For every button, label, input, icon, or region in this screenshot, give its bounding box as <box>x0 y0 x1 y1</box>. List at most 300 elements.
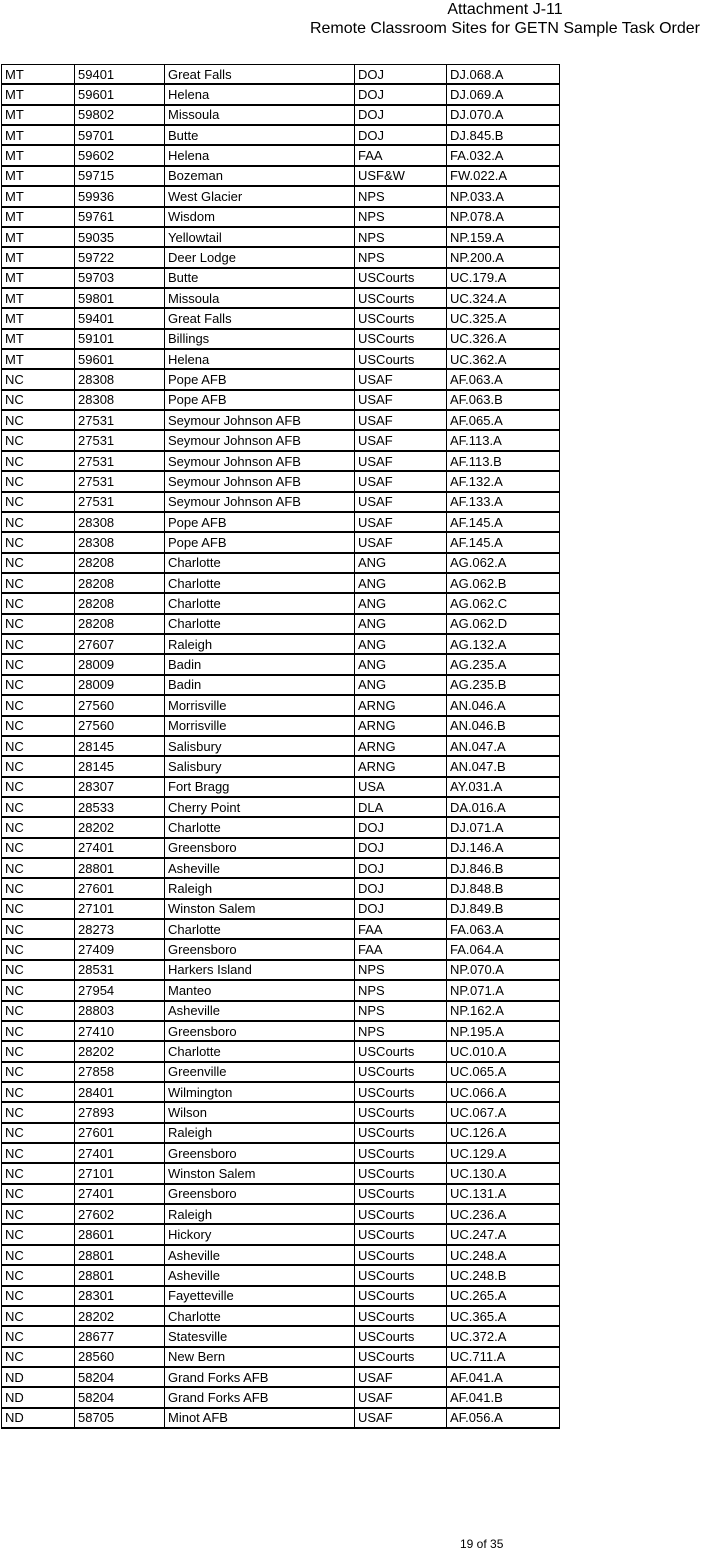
site-id-cell: AF.113.A <box>447 430 560 450</box>
site-id-cell: UC.362.A <box>447 349 560 369</box>
city-cell: Butte <box>165 268 355 288</box>
zip-cell: 27531 <box>75 492 165 512</box>
city-cell: Fayetteville <box>165 1286 355 1306</box>
site-id-cell: UC.066.A <box>447 1082 560 1102</box>
city-cell: Great Falls <box>165 65 355 85</box>
zip-cell: 28202 <box>75 1041 165 1061</box>
city-cell: Charlotte <box>165 1041 355 1061</box>
site-id-cell: AN.047.A <box>447 736 560 756</box>
table-row <box>2 1102 560 1122</box>
zip-cell: 28531 <box>75 960 165 980</box>
state-cell: NC <box>2 654 75 674</box>
city-cell: Grand Forks AFB <box>165 1367 355 1387</box>
table-row <box>2 1326 560 1346</box>
state-cell: NC <box>2 919 75 939</box>
site-id-cell: AF.145.A <box>447 512 560 532</box>
site-id-cell: DJ.845.B <box>447 125 560 145</box>
site-id-cell: AF.063.A <box>447 369 560 389</box>
table-row <box>2 654 560 674</box>
table-row <box>2 430 560 450</box>
city-cell: Greensboro <box>165 1184 355 1204</box>
state-cell: NC <box>2 1041 75 1061</box>
agency-cell: USCourts <box>355 329 447 349</box>
agency-cell: ANG <box>355 634 447 654</box>
sites-table-body <box>2 65 560 1429</box>
agency-cell: DOJ <box>355 105 447 125</box>
site-id-cell: AF.133.A <box>447 492 560 512</box>
table-row <box>2 512 560 532</box>
zip-cell: 58705 <box>75 1408 165 1428</box>
agency-cell: ARNG <box>355 756 447 776</box>
city-cell: Morrisville <box>165 695 355 715</box>
state-cell: NC <box>2 512 75 532</box>
zip-cell: 59602 <box>75 145 165 165</box>
table-row <box>2 369 560 389</box>
site-id-cell: DJ.071.A <box>447 817 560 837</box>
zip-cell: 28301 <box>75 1286 165 1306</box>
state-cell: NC <box>2 532 75 552</box>
city-cell: Raleigh <box>165 1204 355 1224</box>
state-cell: NC <box>2 471 75 491</box>
table-row <box>2 777 560 797</box>
sites-table <box>1 64 560 1429</box>
city-cell: Salisbury <box>165 756 355 776</box>
city-cell: Morrisville <box>165 716 355 736</box>
table-row <box>2 899 560 919</box>
site-id-cell: DJ.069.A <box>447 84 560 104</box>
site-id-cell: NP.033.A <box>447 186 560 206</box>
zip-cell: 59802 <box>75 105 165 125</box>
agency-cell: USAF <box>355 471 447 491</box>
table-row <box>2 634 560 654</box>
zip-cell: 27607 <box>75 634 165 654</box>
table-row <box>2 817 560 837</box>
state-cell: NC <box>2 736 75 756</box>
table-row <box>2 451 560 471</box>
city-cell: Asheville <box>165 1265 355 1285</box>
agency-cell: DOJ <box>355 838 447 858</box>
agency-cell: USCourts <box>355 268 447 288</box>
site-id-cell: UC.248.B <box>447 1265 560 1285</box>
city-cell: Missoula <box>165 105 355 125</box>
city-cell: Pope AFB <box>165 390 355 410</box>
state-cell: NC <box>2 675 75 695</box>
zip-cell: 28560 <box>75 1347 165 1367</box>
table-row <box>2 1347 560 1367</box>
agency-cell: USCourts <box>355 349 447 369</box>
state-cell: MT <box>2 247 75 267</box>
agency-cell: USCourts <box>355 1224 447 1244</box>
zip-cell: 28801 <box>75 1245 165 1265</box>
site-id-cell: DA.016.A <box>447 797 560 817</box>
zip-cell: 27601 <box>75 878 165 898</box>
table-row <box>2 919 560 939</box>
zip-cell: 28308 <box>75 532 165 552</box>
table-row <box>2 797 560 817</box>
zip-cell: 28308 <box>75 512 165 532</box>
site-id-cell: AY.031.A <box>447 777 560 797</box>
state-cell: NC <box>2 410 75 430</box>
state-cell: MT <box>2 166 75 186</box>
city-cell: Charlotte <box>165 553 355 573</box>
zip-cell: 27531 <box>75 410 165 430</box>
table-row <box>2 471 560 491</box>
table-row <box>2 65 560 85</box>
agency-cell: USAF <box>355 1408 447 1428</box>
agency-cell: FAA <box>355 145 447 165</box>
city-cell: Wisdom <box>165 207 355 227</box>
table-row <box>2 858 560 878</box>
state-cell: NC <box>2 716 75 736</box>
city-cell: Charlotte <box>165 919 355 939</box>
state-cell: MT <box>2 288 75 308</box>
table-row <box>2 105 560 125</box>
site-id-cell: AG.062.B <box>447 573 560 593</box>
agency-cell: ANG <box>355 553 447 573</box>
city-cell: Charlotte <box>165 817 355 837</box>
agency-cell: DOJ <box>355 858 447 878</box>
table-row <box>2 716 560 736</box>
city-cell: Hickory <box>165 1224 355 1244</box>
agency-cell: USCourts <box>355 308 447 328</box>
state-cell: NC <box>2 593 75 613</box>
site-id-cell: AG.062.D <box>447 614 560 634</box>
state-cell: MT <box>2 84 75 104</box>
zip-cell: 27560 <box>75 716 165 736</box>
site-id-cell: UC.248.A <box>447 1245 560 1265</box>
site-id-cell: AF.041.A <box>447 1367 560 1387</box>
city-cell: Asheville <box>165 1245 355 1265</box>
zip-cell: 59035 <box>75 227 165 247</box>
agency-cell: USCourts <box>355 288 447 308</box>
agency-cell: USA <box>355 777 447 797</box>
agency-cell: USAF <box>355 390 447 410</box>
agency-cell: USCourts <box>355 1082 447 1102</box>
zip-cell: 28202 <box>75 1306 165 1326</box>
table-row <box>2 84 560 104</box>
city-cell: Asheville <box>165 858 355 878</box>
agency-cell: USCourts <box>355 1286 447 1306</box>
zip-cell: 59703 <box>75 268 165 288</box>
table-row <box>2 1387 560 1407</box>
zip-cell: 27893 <box>75 1102 165 1122</box>
state-cell: MT <box>2 308 75 328</box>
city-cell: Helena <box>165 349 355 369</box>
zip-cell: 27101 <box>75 1163 165 1183</box>
site-id-cell: DJ.146.A <box>447 838 560 858</box>
state-cell: MT <box>2 186 75 206</box>
state-cell: NC <box>2 838 75 858</box>
city-cell: Raleigh <box>165 878 355 898</box>
state-cell: NC <box>2 1163 75 1183</box>
site-id-cell: DJ.068.A <box>447 65 560 85</box>
zip-cell: 28202 <box>75 817 165 837</box>
state-cell: NC <box>2 878 75 898</box>
site-id-cell: AF.056.A <box>447 1408 560 1428</box>
agency-cell: NPS <box>355 1021 447 1041</box>
site-id-cell: UC.365.A <box>447 1306 560 1326</box>
page-number: 19 of 35 <box>460 1537 504 1551</box>
site-id-cell: FA.063.A <box>447 919 560 939</box>
document-subtitle: Remote Classroom Sites for GETN Sample Task Order <box>309 20 700 37</box>
city-cell: Greensboro <box>165 838 355 858</box>
city-cell: Manteo <box>165 980 355 1000</box>
table-row <box>2 1306 560 1326</box>
agency-cell: USCourts <box>355 1204 447 1224</box>
city-cell: Greenville <box>165 1062 355 1082</box>
agency-cell: NPS <box>355 1001 447 1021</box>
table-row <box>2 1204 560 1224</box>
city-cell: Wilson <box>165 1102 355 1122</box>
table-row <box>2 1286 560 1306</box>
state-cell: ND <box>2 1408 75 1428</box>
zip-cell: 27101 <box>75 899 165 919</box>
state-cell: NC <box>2 1265 75 1285</box>
zip-cell: 27954 <box>75 980 165 1000</box>
city-cell: Seymour Johnson AFB <box>165 410 355 430</box>
city-cell: Yellowtail <box>165 227 355 247</box>
zip-cell: 59601 <box>75 84 165 104</box>
zip-cell: 27531 <box>75 451 165 471</box>
table-row <box>2 1143 560 1163</box>
table-row <box>2 349 560 369</box>
state-cell: MT <box>2 227 75 247</box>
state-cell: NC <box>2 1001 75 1021</box>
agency-cell: USCourts <box>355 1062 447 1082</box>
zip-cell: 27410 <box>75 1021 165 1041</box>
agency-cell: USCourts <box>355 1184 447 1204</box>
city-cell: Wilmington <box>165 1082 355 1102</box>
zip-cell: 27401 <box>75 838 165 858</box>
agency-cell: USAF <box>355 430 447 450</box>
site-id-cell: AN.046.A <box>447 695 560 715</box>
agency-cell: USAF <box>355 369 447 389</box>
table-row <box>2 980 560 1000</box>
agency-cell: USAF <box>355 532 447 552</box>
table-row <box>2 186 560 206</box>
state-cell: NC <box>2 1306 75 1326</box>
site-id-cell: UC.324.A <box>447 288 560 308</box>
site-id-cell: UC.065.A <box>447 1062 560 1082</box>
agency-cell: ANG <box>355 654 447 674</box>
site-id-cell: AF.132.A <box>447 471 560 491</box>
city-cell: Seymour Johnson AFB <box>165 471 355 491</box>
state-cell: NC <box>2 1062 75 1082</box>
city-cell: Raleigh <box>165 634 355 654</box>
table-row <box>2 166 560 186</box>
agency-cell: ARNG <box>355 736 447 756</box>
zip-cell: 27531 <box>75 471 165 491</box>
table-row <box>2 553 560 573</box>
site-id-cell: NP.162.A <box>447 1001 560 1021</box>
city-cell: Harkers Island <box>165 960 355 980</box>
site-id-cell: UC.325.A <box>447 308 560 328</box>
state-cell: NC <box>2 756 75 776</box>
agency-cell: USCourts <box>355 1326 447 1346</box>
city-cell: Helena <box>165 84 355 104</box>
state-cell: NC <box>2 1184 75 1204</box>
state-cell: NC <box>2 858 75 878</box>
state-cell: NC <box>2 817 75 837</box>
site-id-cell: DJ.846.B <box>447 858 560 878</box>
agency-cell: ARNG <box>355 716 447 736</box>
city-cell: Helena <box>165 145 355 165</box>
zip-cell: 28273 <box>75 919 165 939</box>
agency-cell: ANG <box>355 593 447 613</box>
agency-cell: DLA <box>355 797 447 817</box>
zip-cell: 59101 <box>75 329 165 349</box>
city-cell: Great Falls <box>165 308 355 328</box>
site-id-cell: UC.265.A <box>447 1286 560 1306</box>
table-row <box>2 593 560 613</box>
zip-cell: 58204 <box>75 1367 165 1387</box>
state-cell: NC <box>2 777 75 797</box>
city-cell: Pope AFB <box>165 512 355 532</box>
city-cell: Charlotte <box>165 614 355 634</box>
table-row <box>2 1245 560 1265</box>
agency-cell: USAF <box>355 410 447 430</box>
site-id-cell: NP.195.A <box>447 1021 560 1041</box>
zip-cell: 59936 <box>75 186 165 206</box>
zip-cell: 28401 <box>75 1082 165 1102</box>
state-cell: MT <box>2 349 75 369</box>
table-row <box>2 695 560 715</box>
table-row <box>2 492 560 512</box>
agency-cell: USCourts <box>355 1265 447 1285</box>
table-row <box>2 838 560 858</box>
site-id-cell: NP.159.A <box>447 227 560 247</box>
city-cell: Pope AFB <box>165 369 355 389</box>
city-cell: Salisbury <box>165 736 355 756</box>
city-cell: Winston Salem <box>165 899 355 919</box>
table-row <box>2 573 560 593</box>
state-cell: NC <box>2 369 75 389</box>
zip-cell: 59601 <box>75 349 165 369</box>
site-id-cell: AN.047.B <box>447 756 560 776</box>
agency-cell: USCourts <box>355 1123 447 1143</box>
state-cell: NC <box>2 573 75 593</box>
table-row <box>2 308 560 328</box>
site-id-cell: UC.129.A <box>447 1143 560 1163</box>
state-cell: NC <box>2 960 75 980</box>
agency-cell: ANG <box>355 614 447 634</box>
agency-cell: USCourts <box>355 1143 447 1163</box>
table-row <box>2 1062 560 1082</box>
agency-cell: ARNG <box>355 695 447 715</box>
table-row <box>2 207 560 227</box>
zip-cell: 59401 <box>75 308 165 328</box>
site-id-cell: AF.041.B <box>447 1387 560 1407</box>
state-cell: NC <box>2 451 75 471</box>
state-cell: NC <box>2 1326 75 1346</box>
table-row <box>2 268 560 288</box>
state-cell: ND <box>2 1387 75 1407</box>
city-cell: Billings <box>165 329 355 349</box>
zip-cell: 28677 <box>75 1326 165 1346</box>
zip-cell: 59701 <box>75 125 165 145</box>
city-cell: Badin <box>165 654 355 674</box>
city-cell: Minot AFB <box>165 1408 355 1428</box>
zip-cell: 28145 <box>75 736 165 756</box>
table-row <box>2 247 560 267</box>
state-cell: NC <box>2 1347 75 1367</box>
agency-cell: FAA <box>355 919 447 939</box>
state-cell: MT <box>2 207 75 227</box>
zip-cell: 28145 <box>75 756 165 776</box>
site-id-cell: FA.032.A <box>447 145 560 165</box>
zip-cell: 59722 <box>75 247 165 267</box>
agency-cell: FAA <box>355 939 447 959</box>
city-cell: Greensboro <box>165 939 355 959</box>
state-cell: NC <box>2 899 75 919</box>
agency-cell: DOJ <box>355 84 447 104</box>
table-row <box>2 1041 560 1061</box>
site-id-cell: AF.063.B <box>447 390 560 410</box>
state-cell: MT <box>2 329 75 349</box>
site-id-cell: NP.071.A <box>447 980 560 1000</box>
state-cell: NC <box>2 797 75 817</box>
state-cell: NC <box>2 1204 75 1224</box>
zip-cell: 59401 <box>75 65 165 85</box>
zip-cell: 28208 <box>75 593 165 613</box>
city-cell: Winston Salem <box>165 1163 355 1183</box>
zip-cell: 28009 <box>75 675 165 695</box>
zip-cell: 28803 <box>75 1001 165 1021</box>
agency-cell: USAF <box>355 1367 447 1387</box>
table-row <box>2 1265 560 1285</box>
state-cell: MT <box>2 65 75 85</box>
city-cell: Seymour Johnson AFB <box>165 451 355 471</box>
table-row <box>2 1408 560 1428</box>
state-cell: NC <box>2 1286 75 1306</box>
zip-cell: 28208 <box>75 614 165 634</box>
agency-cell: USCourts <box>355 1347 447 1367</box>
city-cell: Seymour Johnson AFB <box>165 430 355 450</box>
agency-cell: NPS <box>355 227 447 247</box>
table-row <box>2 1224 560 1244</box>
zip-cell: 59801 <box>75 288 165 308</box>
agency-cell: USAF <box>355 492 447 512</box>
zip-cell: 28801 <box>75 858 165 878</box>
site-id-cell: UC.326.A <box>447 329 560 349</box>
city-cell: Fort Bragg <box>165 777 355 797</box>
city-cell: Grand Forks AFB <box>165 1387 355 1407</box>
agency-cell: USCourts <box>355 1163 447 1183</box>
state-cell: NC <box>2 1224 75 1244</box>
table-row <box>2 227 560 247</box>
city-cell: Badin <box>165 675 355 695</box>
agency-cell: NPS <box>355 207 447 227</box>
state-cell: NC <box>2 1102 75 1122</box>
agency-cell: USCourts <box>355 1102 447 1122</box>
agency-cell: DOJ <box>355 65 447 85</box>
zip-cell: 28009 <box>75 654 165 674</box>
city-cell: Seymour Johnson AFB <box>165 492 355 512</box>
agency-cell: NPS <box>355 980 447 1000</box>
site-id-cell: FW.022.A <box>447 166 560 186</box>
site-id-cell: AG.235.B <box>447 675 560 695</box>
zip-cell: 27601 <box>75 1123 165 1143</box>
table-row <box>2 1367 560 1387</box>
state-cell: NC <box>2 553 75 573</box>
table-row <box>2 614 560 634</box>
table-row <box>2 329 560 349</box>
zip-cell: 28208 <box>75 553 165 573</box>
agency-cell: USCourts <box>355 1041 447 1061</box>
state-cell: MT <box>2 125 75 145</box>
city-cell: Raleigh <box>165 1123 355 1143</box>
zip-cell: 27602 <box>75 1204 165 1224</box>
